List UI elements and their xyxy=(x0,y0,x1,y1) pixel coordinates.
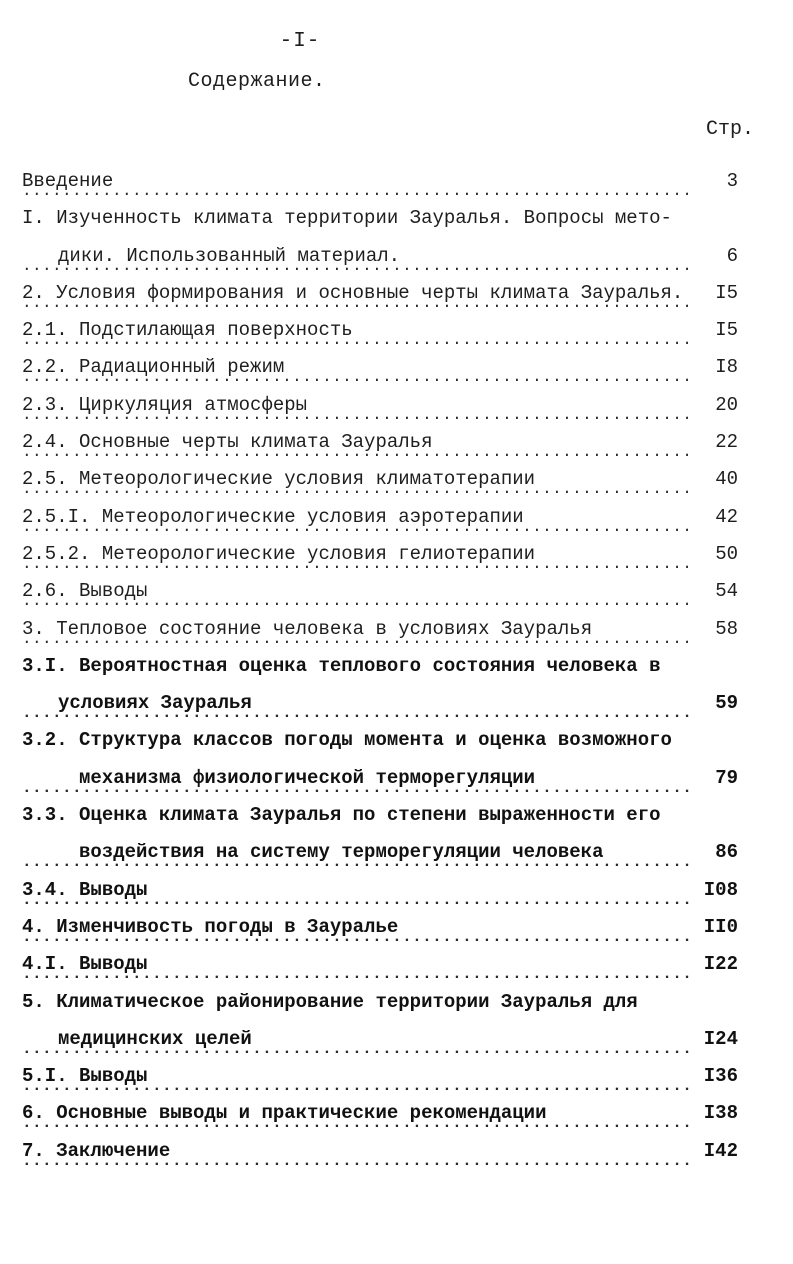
toc-entry-title xyxy=(22,543,738,580)
page-column-label: Стр. xyxy=(706,118,755,141)
toc-entry-title xyxy=(22,207,738,244)
toc-entry-title xyxy=(22,356,738,393)
toc-page-number: 79 xyxy=(694,767,738,789)
toc-entry-text: 2.2. Радиационный режим xyxy=(22,356,285,379)
toc-page-number: I42 xyxy=(694,1140,738,1162)
toc-entry-text: 3. Тепловое состояние человека в условиях Зауралья xyxy=(22,617,593,640)
toc-entry-text: 2.5. Метеорологические условия климатотерапии xyxy=(22,468,536,491)
toc-entry-text: 5.I. Выводы xyxy=(22,1065,148,1088)
toc-entry-title xyxy=(22,1065,738,1102)
toc-entry-title xyxy=(22,468,738,505)
toc-page-number: 50 xyxy=(694,543,738,565)
toc-entry-text: дики. Использованный материал. xyxy=(58,244,401,267)
toc-page-number: 20 xyxy=(694,394,738,416)
toc-entry-title xyxy=(22,506,738,543)
toc-entry-title-continued xyxy=(22,692,738,729)
toc-page-number: I38 xyxy=(694,1102,738,1124)
toc-page-number: I5 xyxy=(694,319,738,341)
toc-entry-text: 4. Изменчивость погоды в Зауралье xyxy=(22,915,399,938)
toc-entry xyxy=(22,618,738,655)
toc-entry-text: 2. Условия формирования и основные черты климата Зауралья. xyxy=(22,281,684,304)
toc-heading: Содержание. xyxy=(188,70,326,93)
toc-entry-text: 2.6. Выводы xyxy=(22,580,148,603)
toc-entry-text: 2.5.I. Метеорологические условия аэротерапии xyxy=(22,505,524,528)
toc-page-number: 40 xyxy=(694,468,738,490)
toc-entry-title xyxy=(22,431,738,468)
toc-entry xyxy=(22,729,738,804)
toc-entry xyxy=(22,804,738,879)
toc-entry xyxy=(22,580,738,617)
toc-entry-text: 2.4. Основные черты климата Зауралья xyxy=(22,431,433,454)
toc-page-number: I24 xyxy=(694,1028,738,1050)
toc-entry xyxy=(22,991,738,1066)
toc-entry-title-continued xyxy=(22,841,738,878)
toc-entry-text: 2.3. Циркуляция атмосферы xyxy=(22,393,308,416)
toc-entry-title xyxy=(22,879,738,916)
toc-entry xyxy=(22,394,738,431)
toc-entry xyxy=(22,1102,738,1139)
toc-entry-title xyxy=(22,1102,738,1139)
toc-entry-text: 3.I. Вероятностная оценка теплового состояния человека в xyxy=(22,654,661,677)
toc-entry-title xyxy=(22,282,738,319)
toc-page-number: 58 xyxy=(694,618,738,640)
toc-entry-text: медицинских целей xyxy=(58,1027,252,1050)
toc-page-number: 54 xyxy=(694,580,738,602)
toc-entry xyxy=(22,953,738,990)
toc-entry-title xyxy=(22,319,738,356)
toc-entry xyxy=(22,282,738,319)
toc-entry xyxy=(22,356,738,393)
toc-entry-text: 3.3. Оценка климата Зауралья по степени выраженности его xyxy=(22,804,661,827)
toc-entry-title xyxy=(22,655,738,692)
toc-page-number: 42 xyxy=(694,506,738,528)
toc-entry-text: Введение xyxy=(22,170,114,192)
toc-entry-title xyxy=(22,170,738,207)
toc-entry xyxy=(22,468,738,505)
toc-page-number: I08 xyxy=(694,879,738,901)
toc-entry-text: воздействия на систему терморегуляции человека xyxy=(79,841,604,864)
toc-entry xyxy=(22,431,738,468)
toc-entry-text: I. Изученность климата территории Зауралья. Вопросы мето- xyxy=(22,207,672,230)
toc-entry-text: условиях Зауралья xyxy=(58,692,252,715)
toc-entry xyxy=(22,506,738,543)
toc-entry-title xyxy=(22,953,738,990)
toc-entry xyxy=(22,655,738,730)
table-of-contents xyxy=(22,170,738,1177)
toc-entry-text: 5. Климатическое районирование территории Зауралья для xyxy=(22,990,638,1013)
toc-entry-title xyxy=(22,729,738,766)
toc-entry-title-continued xyxy=(22,245,738,282)
toc-entry-title xyxy=(22,991,738,1028)
toc-page-number: 6 xyxy=(694,245,738,267)
toc-entry-title-continued xyxy=(22,767,738,804)
toc-entry-title xyxy=(22,1140,738,1177)
toc-entry-text: 3.2. Структура классов погоды момента и оценка возможного xyxy=(22,729,672,752)
toc-entry xyxy=(22,207,738,282)
toc-page-number: 3 xyxy=(694,170,738,192)
toc-page-number: II0 xyxy=(694,916,738,938)
toc-entry-text: 6. Основные выводы и практические рекомендации xyxy=(22,1102,547,1125)
toc-entry-title xyxy=(22,618,738,655)
toc-entry xyxy=(22,916,738,953)
toc-entry-title-continued xyxy=(22,1028,738,1065)
toc-page-number: I36 xyxy=(694,1065,738,1087)
toc-entry-title xyxy=(22,580,738,617)
toc-entry-text: 2.5.2. Метеорологические условия гелиотерапии xyxy=(22,542,536,565)
toc-entry-text: механизма физиологической терморегуляции xyxy=(79,766,536,789)
toc-entry-text: 7. Заключение xyxy=(22,1139,171,1162)
toc-entry xyxy=(22,319,738,356)
toc-entry-text: 3.4. Выводы xyxy=(22,878,148,901)
toc-page-number: I22 xyxy=(694,953,738,975)
toc-page-number: 22 xyxy=(694,431,738,453)
toc-page-number: I5 xyxy=(694,282,738,304)
toc-page-number: 86 xyxy=(694,841,738,863)
toc-page-number: I8 xyxy=(694,356,738,378)
toc-entry-title xyxy=(22,804,738,841)
toc-page-number: 59 xyxy=(694,692,738,714)
toc-entry xyxy=(22,1140,738,1177)
toc-entry-text: 4.I. Выводы xyxy=(22,953,148,976)
toc-entry-title xyxy=(22,916,738,953)
toc-entry xyxy=(22,170,738,207)
page-number: -I- xyxy=(279,30,321,53)
toc-entry-text: 2.1. Подстилающая поверхность xyxy=(22,319,353,342)
toc-entry xyxy=(22,1065,738,1102)
toc-entry-title xyxy=(22,394,738,431)
toc-entry xyxy=(22,879,738,916)
toc-entry xyxy=(22,543,738,580)
